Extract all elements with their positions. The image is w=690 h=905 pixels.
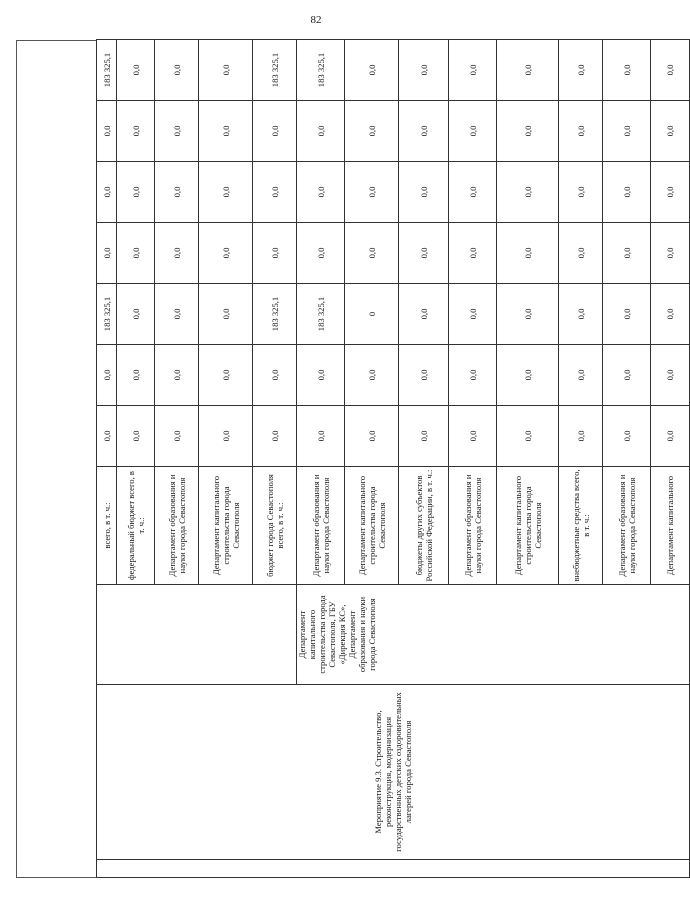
value-cell: 0,0 [345,101,399,162]
value-cell: 0,0 [297,101,345,162]
value-cell: 0,0 [297,406,345,467]
value-cell: 0,0 [651,223,690,284]
value-cell: 183 325,1 [97,284,117,345]
funding-source-cell: Департамент капитального [651,467,690,585]
value-cell: 0,0 [155,284,199,345]
value-cell: 0,0 [155,101,199,162]
number-cell [97,860,690,878]
value-cell: 0,0 [449,406,497,467]
funding-source-cell: внебюджетные средства всего, в т. ч.: [559,467,603,585]
value-cell: 0 [345,284,399,345]
value-cell: 0,0 [97,101,117,162]
funding-source-cell: Департамент капитального строительства города Севастополя [497,467,559,585]
value-cell: 0,0 [559,406,603,467]
funding-source-cell: всего, в т. ч.: [97,467,117,585]
table-body [97,40,690,878]
value-cell: 0,0 [155,223,199,284]
value-cell: 0,0 [199,345,253,406]
value-cell: 183 325,1 [253,40,297,101]
value-cell: 0,0 [253,162,297,223]
funding-source-cell: Департамент образования и науки города Севастополя [603,467,651,585]
value-cell: 0,0 [497,406,559,467]
value-cell: 0,0 [297,223,345,284]
value-cell: 0,0 [651,162,690,223]
value-cell: 0,0 [603,101,651,162]
value-cell: 0,0 [155,345,199,406]
funding-source-cell: Департамент образования и науки города Севастополя [449,467,497,585]
value-cell: 0,0 [399,40,449,101]
value-cell: 0,0 [117,40,155,101]
value-cell: 0,0 [449,223,497,284]
value-cell: 0,0 [345,223,399,284]
value-cell: 183 325,1 [297,284,345,345]
value-cell: 0,0 [199,162,253,223]
value-cell: 0,0 [497,284,559,345]
budget-table [96,39,690,878]
value-cell: 0,0 [97,162,117,223]
value-cell: 0,0 [253,406,297,467]
value-cell: 0,0 [297,345,345,406]
value-cell: 0,0 [497,223,559,284]
measure-title-cell: Мероприятие 9.3. Строительство, реконструкция, модернизация государственных детских оздоровительных лагерей города Севастополя [97,685,690,860]
value-cell: 0,0 [345,345,399,406]
value-cell: 0,0 [399,284,449,345]
table-left-frame [16,40,96,878]
value-cell: 0,0 [345,162,399,223]
value-cell: 0,0 [199,101,253,162]
value-cell: 0,0 [603,406,651,467]
value-cell: 0,0 [199,40,253,101]
value-cell: 0,0 [497,345,559,406]
value-cell: 0,0 [603,345,651,406]
value-cell: 183 325,1 [253,284,297,345]
executor-cell [97,585,297,685]
value-cell: 0,0 [117,345,155,406]
value-cell: 0,0 [199,223,253,284]
value-cell: 0,0 [651,345,690,406]
value-cell: 0,0 [155,162,199,223]
value-cell: 0,0 [117,223,155,284]
value-cell: 0,0 [559,40,603,101]
value-cell: 0,0 [449,345,497,406]
value-cell: 0,0 [651,406,690,467]
value-cell: 0,0 [559,162,603,223]
value-cell: 0,0 [603,223,651,284]
executor-cell-text: Департамент капитального строительства города Севастополя, ГБУ «Дирекция КС», Департамент образования и науки города Севастополя [297,585,690,685]
value-cell: 0,0 [297,162,345,223]
table-rotator [96,40,675,878]
value-cell: 0,0 [449,284,497,345]
value-cell: 0,0 [559,223,603,284]
value-cell: 0,0 [399,223,449,284]
value-cell: 0,0 [559,101,603,162]
value-cell: 0,0 [497,101,559,162]
page-number: 82 [310,14,322,26]
value-cell: 0,0 [603,284,651,345]
value-cell: 0,0 [497,40,559,101]
value-cell: 0,0 [559,345,603,406]
value-cell: 0,0 [651,284,690,345]
funding-source-cell: Департамент образования и науки города Севастополя [297,467,345,585]
value-cell: 0,0 [603,40,651,101]
table-row [97,40,117,878]
funding-source-cell: Департамент образования и науки города Севастополя [155,467,199,585]
value-cell: 0,0 [399,345,449,406]
value-cell: 0,0 [97,223,117,284]
value-cell: 0,0 [97,406,117,467]
value-cell: 183 325,1 [97,40,117,101]
value-cell: 0,0 [651,101,690,162]
funding-source-cell: Департамент капитального строительства города Севастополя [345,467,399,585]
value-cell: 0,0 [199,284,253,345]
value-cell: 0,0 [155,406,199,467]
funding-source-cell: Департамент капитального строительства города Севастополя [199,467,253,585]
value-cell: 0,0 [253,101,297,162]
value-cell: 0,0 [155,40,199,101]
value-cell: 0,0 [117,284,155,345]
value-cell: 0,0 [559,284,603,345]
value-cell: 0,0 [345,40,399,101]
value-cell: 0,0 [449,162,497,223]
value-cell: 0,0 [117,162,155,223]
value-cell: 0,0 [603,162,651,223]
value-cell: 0,0 [253,345,297,406]
rotated-budget-table [96,40,675,878]
value-cell: 183 325,1 [297,40,345,101]
value-cell: 0,0 [497,162,559,223]
value-cell: 0,0 [199,406,253,467]
value-cell: 0,0 [449,101,497,162]
value-cell: 0,0 [97,345,117,406]
value-cell: 0,0 [117,101,155,162]
value-cell: 0,0 [399,101,449,162]
funding-source-cell: федеральный бюджет всего, в т. ч.: [117,467,155,585]
value-cell: 0,0 [449,40,497,101]
value-cell: 0,0 [651,40,690,101]
value-cell: 0,0 [253,223,297,284]
value-cell: 0,0 [399,406,449,467]
funding-source-cell: бюджеты других субъектов Российской Федерации, в т. ч.: [399,467,449,585]
funding-source-cell: бюджет города Севастополя всего, в т. ч.: [253,467,297,585]
value-cell: 0,0 [345,406,399,467]
value-cell: 0,0 [399,162,449,223]
value-cell: 0,0 [117,406,155,467]
